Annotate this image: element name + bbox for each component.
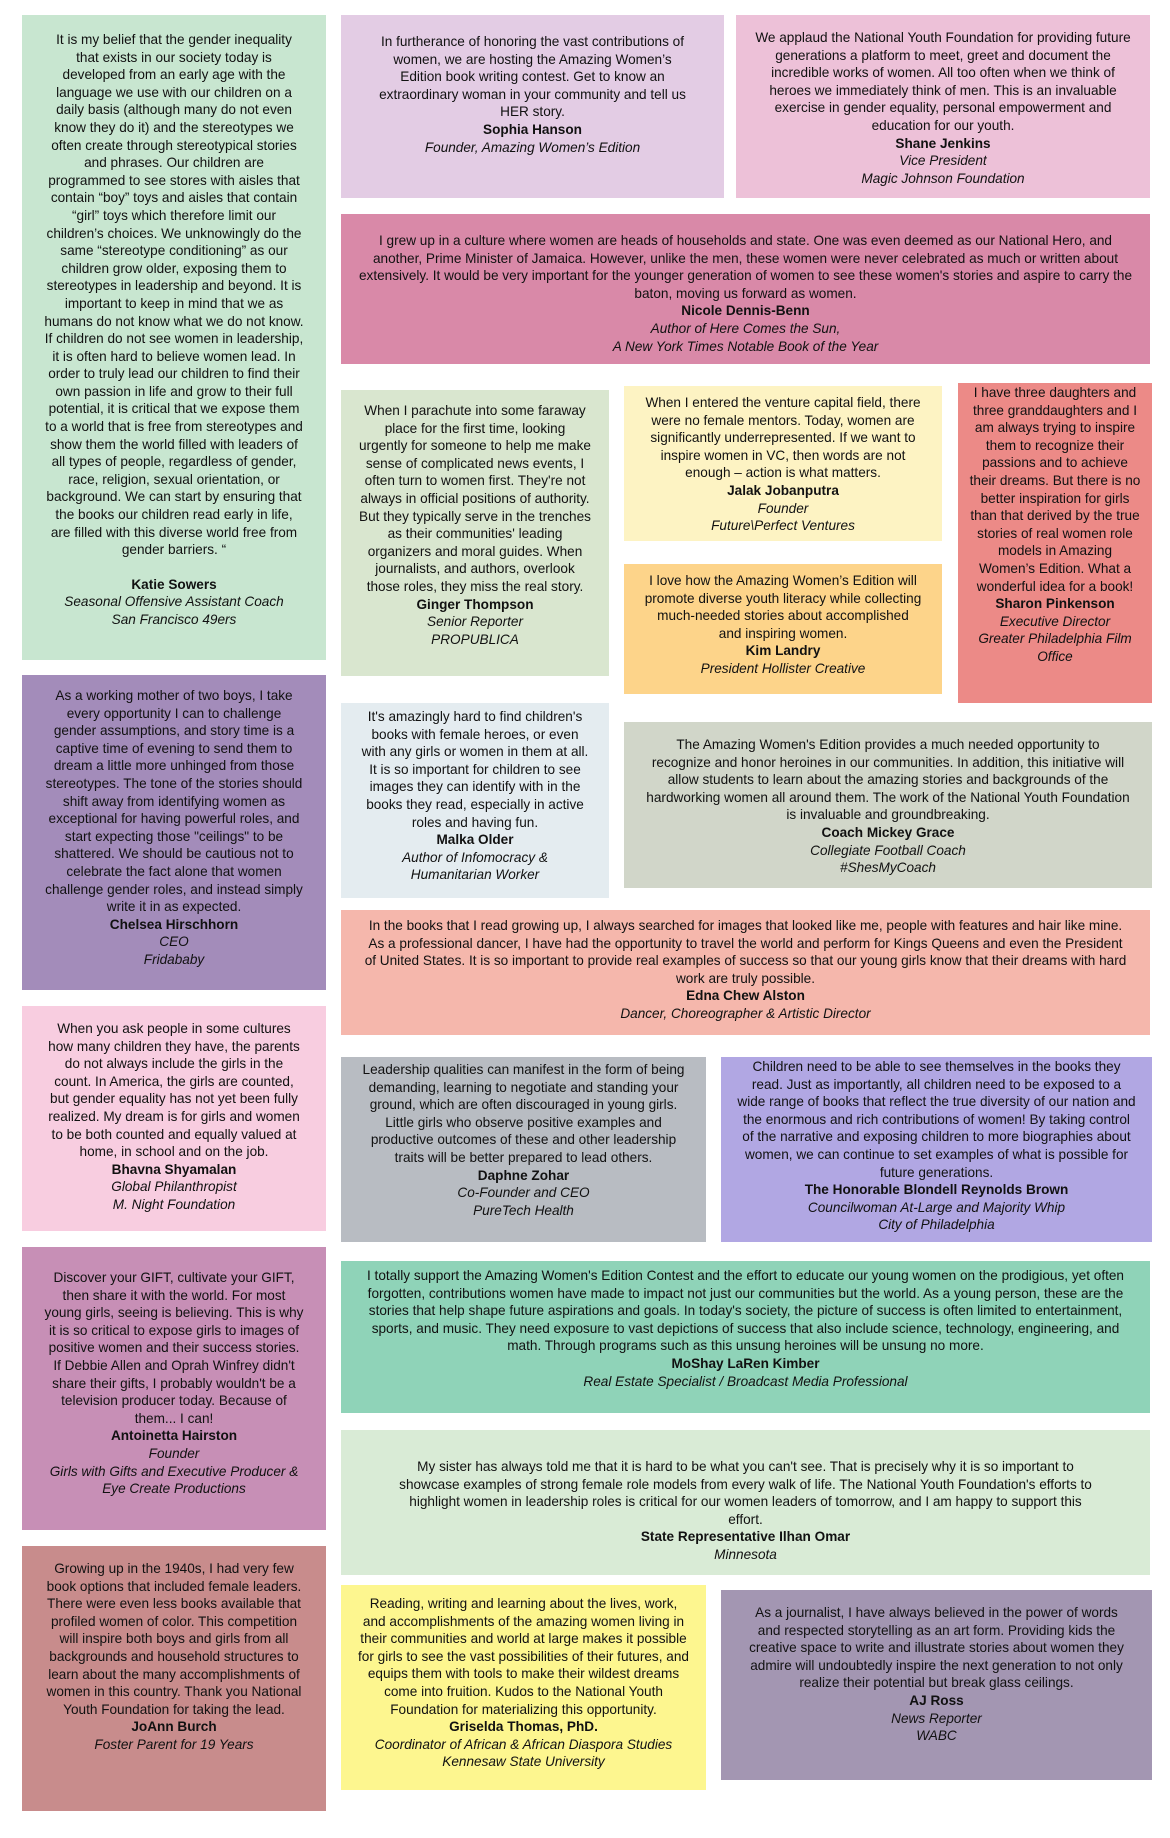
testimonial-role: Dancer, Choreographer & Artistic Director xyxy=(620,1005,871,1021)
testimonial-name: Sharon Pinkenson xyxy=(995,596,1115,612)
testimonial-card-aj-ross xyxy=(721,1590,1152,1780)
testimonial-quote: In furtherance of honoring the vast contributions of women, we are hosting the Amazing Women’s Edition book writing contest. Get to know an extraordinary woman in your community and tell us HER story. xyxy=(379,34,686,120)
testimonial-card-ilhan-omar xyxy=(341,1430,1150,1575)
testimonial-quote: When you ask people in some cultures how many children they have, the parents do not always include the girls in the count. In America, the girls are counted, but gender equality has not yet been fully realized. My dream is for girls and women to be both counted and equally valued at home, in school and on the job. xyxy=(48,1021,300,1160)
testimonial-name: State Representative Ilhan Omar xyxy=(640,1529,851,1545)
testimonial-role: Founder Future\Perfect Ventures xyxy=(711,500,855,534)
testimonial-card-edna-chew-alston xyxy=(341,910,1150,1035)
testimonial-name: Shane Jenkins xyxy=(895,135,991,151)
testimonial-name: Antoinetta Hairston xyxy=(110,1428,238,1444)
testimonial-card-shane-jenkins xyxy=(736,15,1150,198)
testimonial-role: Real Estate Specialist / Broadcast Media Professional xyxy=(583,1373,908,1389)
testimonial-card-katie-sowers xyxy=(22,15,326,660)
testimonial-card-nicole-dennis-benn xyxy=(341,214,1150,364)
testimonial-role: Councilwoman At-Large and Majority Whip City of Philadelphia xyxy=(807,1199,1066,1233)
testimonial-quote: It is my belief that the gender inequality that exists in our society today is developed from an early age with the language we use with our children on a daily basis (although many do not even know they do it) and the stereotypes we often create through stereotypical stories and phrases. Our children are programmed to see stores with aisles that contain “boy” toys and aisles that contain “girl” toys which therefore limit our children’s choices. We unknowingly do the same “stereotype conditioning” as our children grow older, exposing them to stereotypes in leadership and beyond. It is important to keep in mind that we as humans do not know what we do not know. If children do not see women in leadership, it is often hard to believe women lead. In order to truly lead our children to find their own passion in life and grow to their full potential, it is critical that we expose them to a world that is free from stereotypes and show them the world filled with leaders of all types of people, regardless of gender, race, religion, sexual orientation, or background. We can start by ensuring that the books our children read early in life, are filled with this diverse world free from gender barriers. “ xyxy=(44,32,304,558)
testimonial-quote: Growing up in the 1940s, I had very few book options that included female leaders. There were even less books available that profiled women of color. This competition will inspire both boys and girls from all backgrounds and household structures to learn about the many accomplishments of women in this country. Thank you National Youth Foundation for taking the lead. xyxy=(46,1561,302,1717)
testimonial-quote: When I parachute into some faraway place for the first time, looking urgently for someone to help me make sense of complicated news events, I often turn to women first. They're not always in official positions of authority. But they typically serve in the trenches as their communities' leading organizers and moral guides. When journalists, and authors, overlook those roles, they miss the real story. xyxy=(359,403,591,594)
testimonial-role: Seasonal Offensive Assistant Coach San Francisco 49ers xyxy=(64,594,284,627)
testimonial-role: President Hollister Creative xyxy=(700,660,866,676)
testimonial-quote: When I entered the venture capital field, there were no female mentors. Today, women are significantly underrepresented. If we want to inspire women in VC, then words are not enough – action is what matters. xyxy=(645,395,921,481)
testimonial-quote: I have three daughters and three granddaughters and I am always trying to inspire them to recognize their passions and to achieve their dreams. But there is no better inspiration for girls than that derived by the true stories of real women role models in Amazing Women’s Edition. What a wonderful idea for a book! xyxy=(969,385,1141,594)
testimonial-card-moshay-laren-kimber xyxy=(341,1261,1150,1413)
testimonial-role: Senior Reporter PROPUBLICA xyxy=(427,614,523,647)
testimonial-role: Co-Founder and CEO PureTech Health xyxy=(457,1185,590,1218)
testimonial-card-blondell-reynolds-brown xyxy=(721,1057,1152,1242)
testimonial-card-sharon-pinkenson xyxy=(958,383,1152,703)
testimonial-name: Coach Mickey Grace xyxy=(821,824,955,840)
testimonial-card-malka-older xyxy=(341,703,609,898)
testimonial-quote: My sister has always told me that it is hard to be what you can't see. That is precisely why it is so important to showcase examples of strong female role models from every walk of life. The National Youth Foundation's efforts to highlight women in leadership roles is critical for our women leaders of tomorrow, and I am happy to support this effort. xyxy=(399,1459,1092,1527)
testimonial-role: Founder Girls with Gifts and Executive Producer & Eye Create Productions xyxy=(49,1445,299,1497)
testimonial-quote: It's amazingly hard to find children's books with female heroes, or even with any girls or women in them at all. It is so important for children to see images they can identify with in the books they read, especially in active roles and having fun. xyxy=(361,709,589,830)
testimonial-card-kim-landry xyxy=(624,564,942,694)
testimonial-role: Foster Parent for 19 Years xyxy=(94,1736,254,1752)
testimonial-quote: In the books that I read growing up, I always searched for images that looked like me, people with features and hair like mine. As a professional dancer, I have had the opportunity to travel the world and perform for Kings Queens and even the President of United States. It is so important to provide real examples of success so that our young girls know that their dreams with hard work are truly possible. xyxy=(364,918,1127,986)
testimonial-name: Katie Sowers xyxy=(131,576,217,592)
testimonial-card-daphne-zohar xyxy=(341,1057,706,1242)
testimonial-role: Coordinator of African & African Diaspora Studies Kennesaw State University xyxy=(374,1736,673,1770)
testimonial-quote: As a journalist, I have always believed in the power of words and respected storytelling as an art form. Providing kids the creative space to write and illustrate stories about women they admire will undoubtedly inspire the next generation to not only realize their potential but break glass ceilings. xyxy=(749,1605,1124,1691)
testimonial-name: Chelsea Hirschhorn xyxy=(109,916,239,932)
testimonial-name: MoShay LaRen Kimber xyxy=(671,1355,820,1371)
testimonial-name: Daphne Zohar xyxy=(477,1167,570,1183)
testimonial-name: Ginger Thompson xyxy=(416,596,534,612)
testimonial-name: Griselda Thomas, PhD. xyxy=(449,1719,598,1735)
testimonial-name: AJ Ross xyxy=(909,1692,964,1708)
testimonial-card-jalak-jobanputra xyxy=(624,386,942,541)
testimonial-name: Kim Landry xyxy=(745,643,821,659)
testimonial-name: Edna Chew Alston xyxy=(686,988,805,1004)
testimonial-quote: The Amazing Women's Edition provides a much needed opportunity to recognize and honor heroines in our communities. In addition, this initiative will allow students to learn about the amazing stories and backgrounds of the hardworking women all around them. The work of the National Youth Foundation is invaluable and groundbreaking. xyxy=(646,737,1130,823)
testimonial-role: Global Philanthropist M. Night Foundation xyxy=(111,1179,237,1212)
testimonial-name: Jalak Jobanputra xyxy=(727,482,839,498)
testimonial-role: Author of Here Comes the Sun, A New York Times Notable Book of the Year xyxy=(612,320,879,354)
testimonial-card-chelsea-hirschhorn xyxy=(22,675,326,990)
testimonial-role: Minnesota xyxy=(714,1546,777,1562)
testimonial-card-mickey-grace xyxy=(624,722,1152,888)
testimonial-quote: Discover your GIFT, cultivate your GIFT, then share it with the world. For most young girls, seeing is believing. This is why it is so critical to expose girls to images of positive women and their success stories. If Debbie Allen and Oprah Winfrey didn't share their gifts, I probably wouldn't be a television producer today. Because of them... I can! xyxy=(44,1270,304,1426)
testimonial-card-sophia-hanson xyxy=(341,15,724,198)
testimonial-name: Nicole Dennis-Benn xyxy=(681,303,810,319)
testimonial-role: Author of Infomocracy & Humanitarian Worker xyxy=(402,849,548,883)
testimonial-role: Collegiate Football Coach #ShesMyCoach xyxy=(810,842,966,876)
testimonial-role: Executive Director Greater Philadelphia Film Office xyxy=(978,613,1132,664)
testimonial-quote: I love how the Amazing Women’s Edition will promote diverse youth literacy while collecting much-needed stories about accomplished and inspiring women. xyxy=(644,573,922,641)
testimonial-card-ginger-thompson xyxy=(341,390,609,676)
testimonial-quote: I totally support the Amazing Women's Edition Contest and the effort to educate our young women on the prodigious, yet often forgotten, contributions women have made to impact not just our communities but the world. As a young person, these are the stories that help shape future aspirations and goals. In today's society, the picture of success is often limited to entertainment, sports, and music. They need exposure to vast depictions of success that also include science, technology, engineering, and math. Through programs such as this unsung heroines will be unsung no more. xyxy=(366,1268,1124,1354)
testimonial-card-bhavna-shyamalan xyxy=(22,1006,326,1231)
testimonial-quote: I grew up in a culture where women are heads of households and state. One was even deemed as our National Hero, and another, Prime Minister of Jamaica. However, unlike the men, these women were never celebrated as much or written about extensively. It would be very important for the younger generation of women to see these women's stories and aspire to carry the baton, moving us forward as women. xyxy=(358,233,1133,301)
testimonial-role: Vice President Magic Johnson Foundation xyxy=(861,153,1025,186)
testimonial-quote: Children need to be able to see themselves in the books they read. Just as importantly, all children need to be exposed to a wide range of books that reflect the true diversity of our nation and the enormous and rich contributions of women! By taking control of the narrative and exposing children to more biographies about women, we can continue to set examples of what is possible for future generations. xyxy=(737,1059,1136,1180)
testimonial-quote: Reading, writing and learning about the lives, work, and accomplishments of the amazing women living in their communities and world at large makes it possible for girls to see the vast possibilities of their futures, and equips them with tools to make their wildest dreams come into fruition. Kudos to the National Youth Foundation for materializing this opportunity. xyxy=(358,1596,689,1717)
testimonial-name: Malka Older xyxy=(436,832,514,848)
testimonial-role: News Reporter WABC xyxy=(891,1710,982,1744)
testimonial-quote: Leadership qualities can manifest in the form of being demanding, learning to negotiate and standing your ground, which are often discouraged in young girls. Little girls who observe positive examples and productive outcomes of these and other leadership traits will be better prepared to lead others. xyxy=(362,1062,685,1165)
testimonial-role: CEO Fridababy xyxy=(143,934,205,967)
testimonial-role: Founder, Amazing Women’s Edition xyxy=(424,139,641,155)
testimonial-card-griselda-thomas xyxy=(341,1585,706,1790)
testimonial-name: Bhavna Shyamalan xyxy=(111,1161,237,1177)
testimonial-name: The Honorable Blondell Reynolds Brown xyxy=(804,1182,1069,1198)
testimonial-quote: We applaud the National Youth Foundation for providing future generations a platform to meet, greet and document the incredible works of women. All too often when we think of heroes we immediately think of men. This is an invaluable exercise in gender equality, personal empowerment and education for our youth. xyxy=(755,30,1131,133)
testimonial-card-antoinetta-hairston xyxy=(22,1247,326,1530)
testimonial-card-joann-burch xyxy=(22,1546,326,1811)
testimonial-quote: As a working mother of two boys, I take every opportunity I can to challenge gender assumptions, and story time is a captive time of evening to send them to dream a little more unhinged from those stereotypes. The tone of the stories should shift away from identifying women as exceptional for having powerful roles, and start expecting those "ceilings" to be shattered. We should be cautious not to celebrate the fact alone that women challenge gender roles, and instead simply write it in as expected. xyxy=(45,688,303,915)
testimonial-name: JoAnn Burch xyxy=(131,1719,217,1735)
testimonial-name: Sophia Hanson xyxy=(483,121,582,137)
